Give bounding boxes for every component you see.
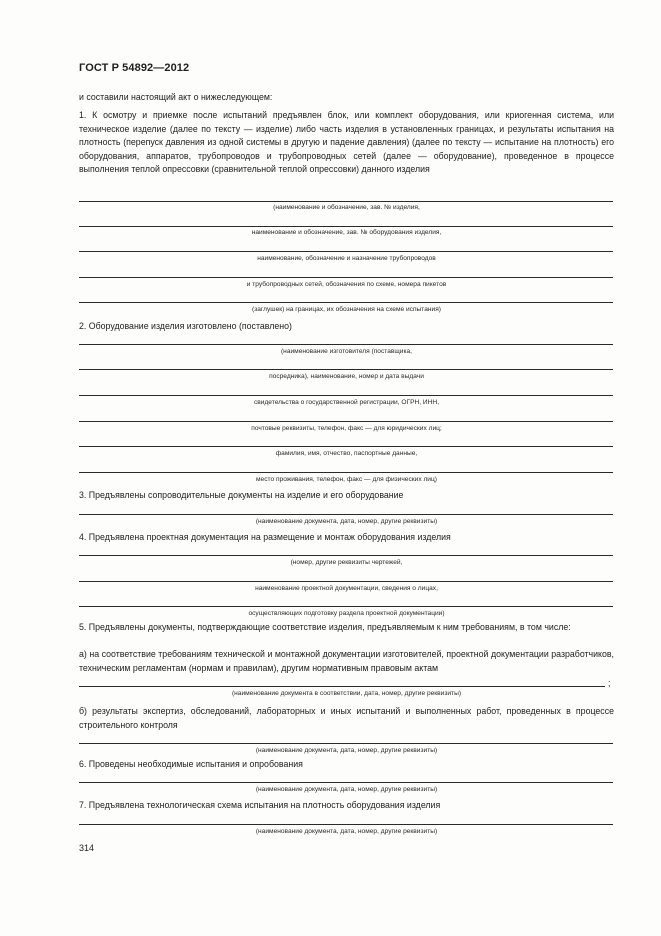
fill-line — [79, 302, 613, 303]
fill-line — [79, 555, 613, 556]
field-caption: осуществляющих подготовку раздела проектной документации) — [248, 610, 445, 617]
item-5-text: 5. Предъявлены документы, подтверждающие соответствие изделия, предъявляемым к ним требованиям, в том числе: — [79, 622, 571, 632]
item-7-text: 7. Предъявлена технологическая схема испытания на плотность оборудования изделия — [79, 800, 441, 810]
fill-line — [79, 344, 613, 345]
line-semicolon: ; — [608, 678, 611, 688]
field-caption: наименование и обозначение, зав. № оборудования изделия, — [251, 229, 442, 236]
item-6-text: 6. Проведены необходимые испытания и опробования — [79, 759, 303, 769]
fill-line — [79, 824, 613, 825]
fill-line — [79, 395, 613, 396]
field-caption: (наименование документа в соответствии, дата, номер, другие реквизиты) — [231, 690, 462, 697]
page-header: ГОСТ Р 54892—2012 — [79, 62, 190, 74]
field-caption: (наименование и обозначение, зав. № изделия, — [273, 204, 420, 211]
item-5b-text: б) результаты экспертиз, обследований, лабораторных и иных испытаний и выполненных работ, проведенных в процессе строительного контроля — [79, 706, 614, 730]
fill-line — [79, 782, 613, 783]
fill-line — [79, 369, 613, 370]
fill-line — [79, 446, 613, 447]
field-caption: место проживания, телефон, факс — для физических лиц) — [256, 476, 437, 483]
field-caption: свидетельства о государственной регистрации, ОГРН, ИНН, — [253, 399, 440, 406]
fill-line — [79, 514, 613, 515]
field-caption: фамилия, имя, отчество, паспортные данные, — [275, 450, 418, 457]
field-caption: (наименование документа, дата, номер, другие реквизиты) — [255, 828, 438, 835]
intro-text: и составили настоящий акт о нижеследующем: — [79, 92, 273, 102]
fill-line — [79, 606, 613, 607]
fill-line — [79, 421, 613, 422]
fill-line — [79, 472, 613, 473]
page-number: 314 — [79, 843, 95, 853]
field-caption: и трубопроводных сетей, обозначения по схеме, номера пикетов — [246, 281, 447, 288]
item-1-text: 1. К осмотру и приемке после испытаний предъявлен блок, или комплект оборудования, или криогенная система, или техническое изделие (далее по тексту — изделие) либо часть изделия в установленных границах, и результаты испытания на плотность (перепуск давления из одной системы в другую и падение давления) (далее по тексту — испытание на плотность) его оборудования, аппаратов, трубопроводов и трубопроводных сетей (далее — оборудование), проведенное в процессе выполнения теплой опрессовки (сравнительной теплой опрессовки) данного изделия — [79, 110, 614, 175]
field-caption: (наименование документа, дата, номер, другие реквизиты) — [255, 747, 438, 754]
item-2-text: 2. Оборудование изделия изготовлено (поставлено) — [79, 321, 292, 331]
field-caption: (наименование документа, дата, номер, другие реквизиты) — [255, 518, 438, 525]
field-caption: (номер, другие реквизиты чертежей, — [290, 559, 403, 566]
fill-line — [79, 686, 605, 687]
fill-line — [79, 251, 613, 252]
item-4-text: 4. Предъявлена проектная документация на размещение и монтаж оборудования изделия — [79, 532, 451, 542]
field-caption: посредника), наименование, номер и дата выдачи — [269, 373, 424, 380]
field-caption: наименование, обозначение и назначение трубопроводов — [257, 255, 436, 262]
fill-line — [79, 226, 613, 227]
field-caption: почтовые реквизиты, телефон, факс — для юридических лиц; — [251, 425, 442, 432]
field-caption: (заглушек) на границах, их обозначения на схеме испытания) — [252, 306, 441, 313]
item-3-text: 3. Предъявлены сопроводительные документы на изделие и его оборудование — [79, 490, 404, 500]
fill-line — [79, 581, 613, 582]
fill-line — [79, 201, 613, 202]
field-caption: (наименование документа, дата, номер, другие реквизиты) — [255, 786, 438, 793]
item-5a-text: а) на соответствие требованиям технической и монтажной документации изготовителей, проектной документации разработчиков, техническим регламентам (нормам и правилам), другим нормативным правовым актам — [79, 649, 614, 673]
fill-line — [79, 743, 613, 744]
field-caption: (наименование изготовителя (поставщика, — [280, 348, 413, 355]
fill-line — [79, 277, 613, 278]
field-caption: наименование проектной документации, сведения о лицах, — [255, 585, 438, 592]
